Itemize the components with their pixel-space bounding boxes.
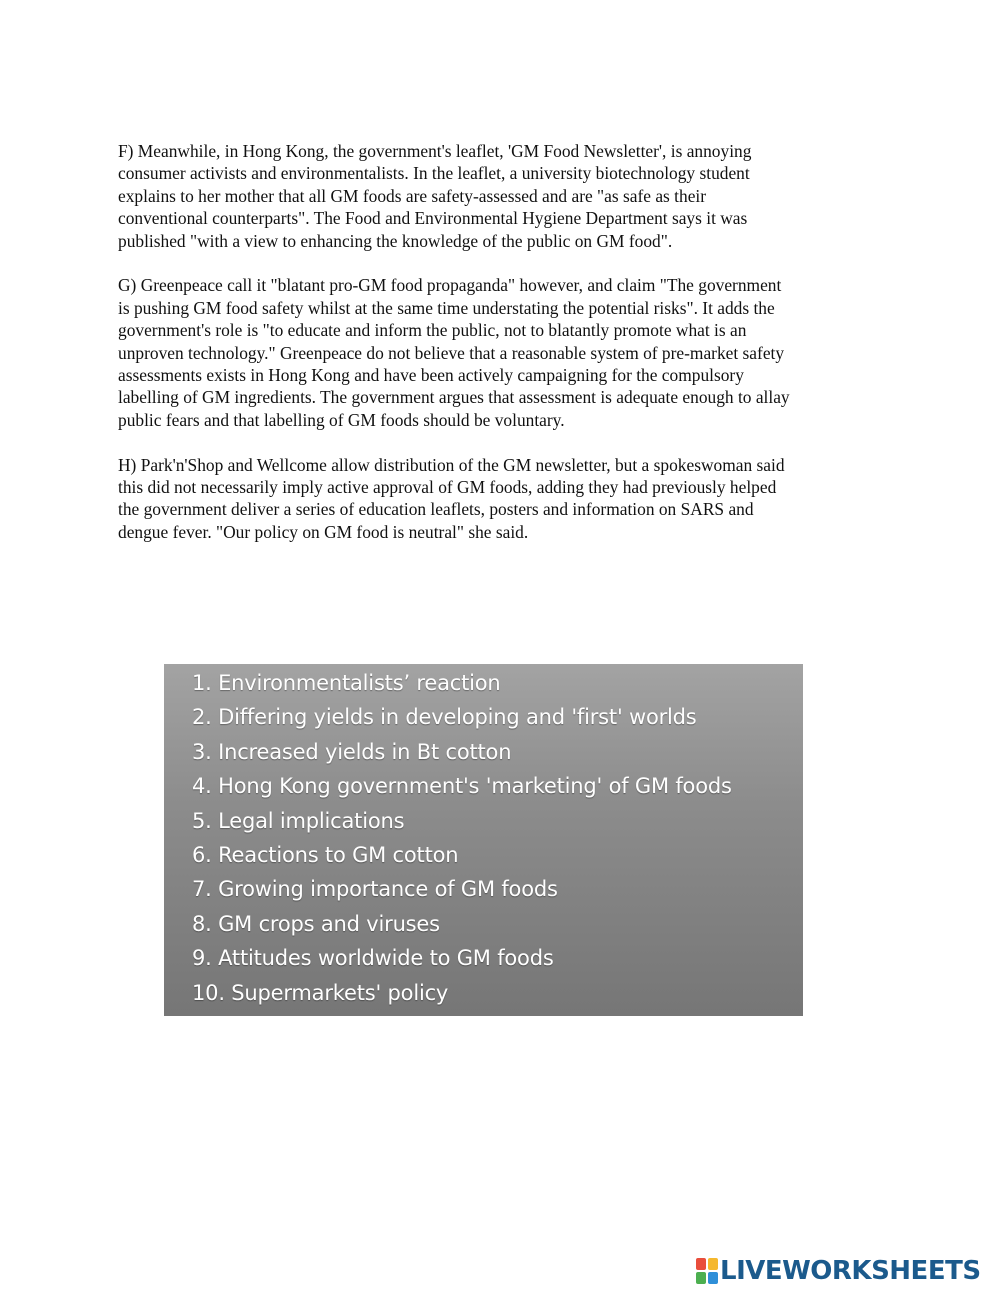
logo-square-icon <box>708 1272 718 1284</box>
paragraph-g: G) Greenpeace call it "blatant pro-GM food propaganda" however, and claim "The government is pushing GM food safety whilst at the same time understating the potential risks". It adds the government's role is "to educate and inform the public, not to blatantly promote what is an unproven technology." Greenpeace do not believe that a reasonable system of pre-market safety assessments exists in Hong Kong and have been actively campaigning for the compulsory labelling of GM ingredients. The government argues that assessment is adequate enough to allay public fears and that labelling of GM foods should be voluntary. <box>118 275 790 430</box>
topic-list-box <box>164 664 803 1016</box>
topic-item-10: 10. Supermarkets' policy <box>192 980 449 1005</box>
logo-square-icon <box>696 1258 706 1270</box>
logo-square-icon <box>708 1258 718 1270</box>
article-text <box>118 140 888 566</box>
logo-square-icon <box>696 1272 706 1284</box>
topic-item-9: 9. Attitudes worldwide to GM foods <box>192 946 554 971</box>
liveworksheets-logo[interactable] <box>696 1256 981 1286</box>
topic-list <box>164 666 803 1010</box>
paragraph-f: F) Meanwhile, in Hong Kong, the government's leaflet, 'GM Food Newsletter', is annoying consumer activists and environmentalists. In the leaflet, a university biotechnology student explains to her mother that all GM foods are safety-assessed and are "as safe as their conventional counterparts". The Food and Environmental Hygiene Department says it was published "with a view to enhancing the knowledge of the public on GM food". <box>118 141 752 251</box>
topic-item-7: 7. Growing importance of GM foods <box>192 877 558 902</box>
topic-item-6: 6. Reactions to GM cotton <box>192 843 459 868</box>
topic-item-2: 2. Differing yields in developing and 'first' worlds <box>192 705 697 730</box>
topic-item-4: 4. Hong Kong government's 'marketing' of GM foods <box>192 774 732 799</box>
paragraph-h: H) Park'n'Shop and Wellcome allow distribution of the GM newsletter, but a spokeswoman said this did not necessarily imply active approval of GM foods, adding they had previously helped the government deliver a series of education leaflets, posters and information on SARS and dengue fever. "Our policy on GM food is neutral" she said. <box>118 454 785 542</box>
brand-name: LIVEWORKSHEETS <box>720 1256 981 1286</box>
topic-item-5: 5. Legal implications <box>192 808 405 833</box>
topic-item-1: 1. Environmentalists’ reaction <box>192 671 501 695</box>
liveworksheets-logo-icon <box>696 1258 718 1284</box>
topic-item-3: 3. Increased yields in Bt cotton <box>192 739 512 764</box>
topic-item-8: 8. GM crops and viruses <box>192 911 440 936</box>
